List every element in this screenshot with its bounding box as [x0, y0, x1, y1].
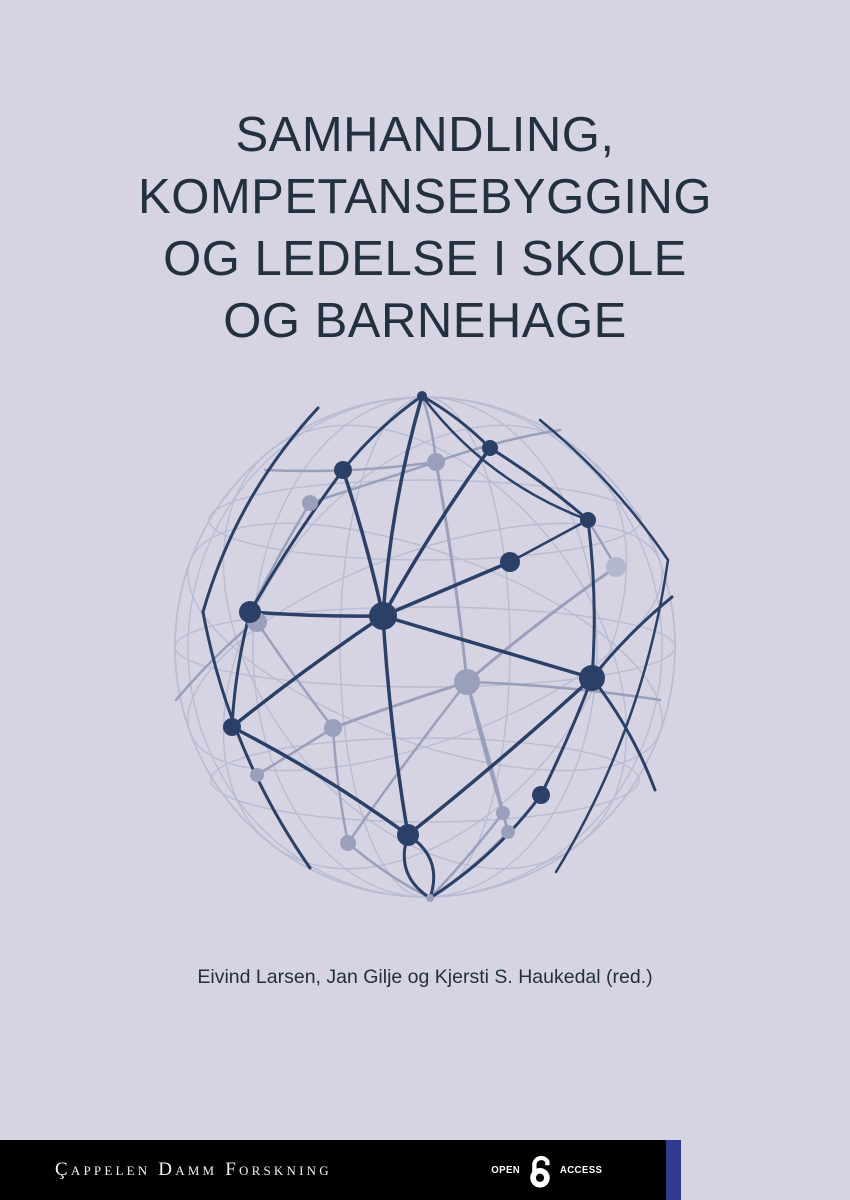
- spine-accent-strip: [666, 1140, 681, 1200]
- authors-line: Eivind Larsen, Jan Gilje og Kjersti S. Haukedal (red.): [197, 966, 653, 988]
- title-line-2: KOMPETANSEBYGGING: [138, 170, 712, 224]
- publisher-bar: [0, 1140, 666, 1200]
- title-line-4: OG BARNEHAGE: [223, 294, 627, 348]
- open-padlock-icon: [527, 1152, 553, 1188]
- publisher-logo: Çappelen Damm Forskning: [55, 1159, 332, 1180]
- title-line-1: SAMHANDLING,: [235, 108, 615, 162]
- open-access-logo: [490, 1152, 604, 1188]
- title-line-3: OG LEDELSE I SKOLE: [163, 232, 687, 286]
- book-title: [0, 104, 850, 352]
- open-access-open-label: OPEN: [491, 1164, 521, 1176]
- open-access-access-label: ACCESS: [559, 1164, 603, 1176]
